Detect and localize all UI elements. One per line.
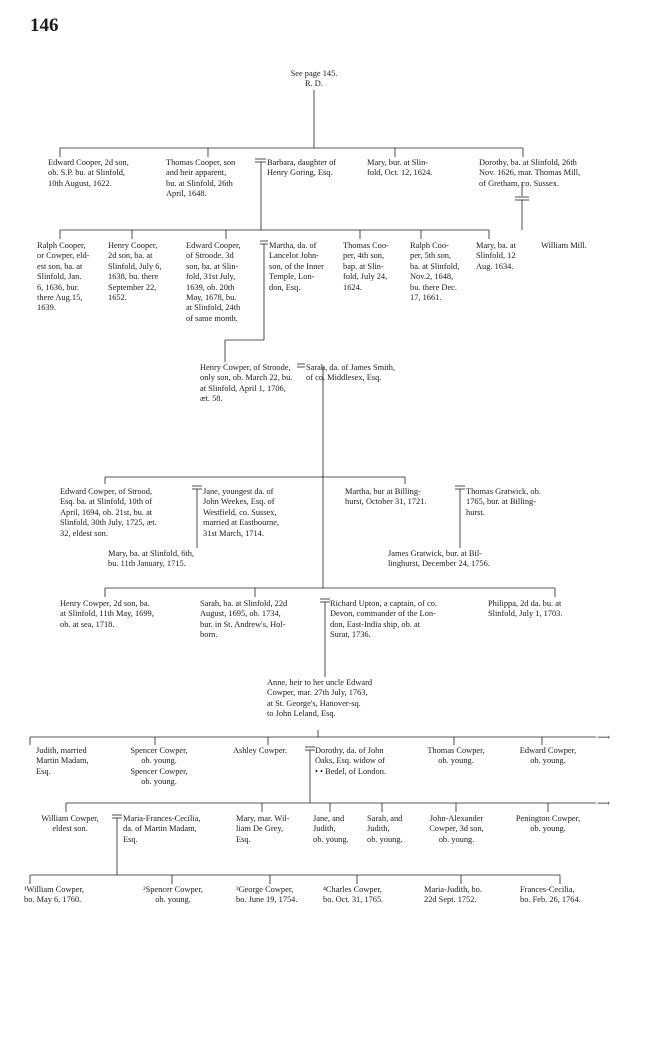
- entry-maria-frances-cecilia: Maria-Frances-Cecilia, da. of Martin Madam, Esq.: [123, 814, 201, 844]
- entry-jane-weekes: Jane, youngest da. of John Weekes, Esq. of Westfield, co. Sussex, married at Eastbourne, 31st March, 1714.: [203, 487, 280, 538]
- entry-martha-johnson: Martha, da. of Lancelot John- son, of the Inner Temple, Lon- don, Esq.: [269, 241, 324, 292]
- entry-martha-billinghurst: Martha, bur at Billing- hurst, October 31, 1721.: [345, 487, 427, 507]
- entry-sarah-1695: Sarah, ba. at Slinfold, 22d August, 1695, ob. 1734, bur. in St. Andrew's, Hol- born.: [200, 599, 288, 640]
- entry-richard-upton: Richard Upton, a captain, of co. Devon, commander of the Lon- don, East-India ship, ob. at Surat, 1736.: [330, 599, 437, 640]
- page-number: 146: [30, 15, 59, 36]
- entry-mary-de-grey: Mary, mar. Wil- liam De Grey, Esq.: [236, 814, 290, 844]
- entry-william-mill: William Mill.: [541, 241, 587, 250]
- entry-dorothy-1626: Dorothy, ba. at Slinfold, 26th Nov. 1626, mar. Thomas Mill, of Gretham, co. Sussex.: [479, 158, 581, 188]
- entry-thomas-cooper: Thomas Cooper, son and heir apparent, bu. at Slinfold, 26th April, 1648.: [166, 158, 236, 199]
- entry-ashley-cowper: Ashley Cowper.: [233, 746, 287, 755]
- entry-james-gratwick: James Gratwick, bur. at Bil- linghurst, December 24, 1756.: [388, 549, 490, 569]
- entry-penington-cowper: Penington Cowper, ob. young.: [515, 814, 581, 834]
- continuation-arrow-icon: ⟶: [597, 798, 610, 808]
- entry-henry-cowper-2d: Henry Cowper, 2d son, ba. at Slinfold, 11th May, 1699, ob. at sea, 1718.: [60, 599, 154, 629]
- entry-mary-1715: Mary, ba. at Slinfold, 6th, bu. 11th January, 1715.: [108, 549, 194, 569]
- entry-ralph-cooper: Ralph Cooper, or Cowper, eld- est son, ba. at Slinfold, Jan. 6, 1636, bur. there Aug.15, 1639.: [37, 241, 90, 313]
- entry-spencer-cowper: Spencer Cowper, ob. young. Spencer Cowper, ob. young.: [130, 746, 188, 787]
- entry-barbara-goring: Barbara, daughter of Henry Goring, Esq.: [267, 158, 337, 178]
- entry-spencer-cowper-young: ²Spencer Cowper, ob. young.: [143, 885, 203, 905]
- entry-sarah-judith: Sarah, and Judith, ob. young.: [367, 814, 403, 844]
- entry-frances-cecilia-1764: Frances-Cecilia, bo. Feb. 26, 1764.: [520, 885, 581, 905]
- entry-edward-cooper-2d: Edward Cooper, 2d son, ob. S.P. bu. at Slinfold, 10th August, 1622.: [48, 158, 129, 188]
- entry-henry-cowper-stroode: Henry Cowper, of Stroode, only son, ob. March 22, bu. at Slinfold, April 1, 1706, æt. 58.: [200, 363, 293, 404]
- entry-anne-leland: Anne, heir to her uncle Edward Cowper, mar. 27th July, 1763, at St. George's, Hanover-sq. to John Leland, Esq.: [267, 678, 373, 719]
- entry-henry-cooper: Henry Cooper, 2d son, ba. at Slinfold, July 6, 1638, bu. there September 22, 1652.: [108, 241, 162, 303]
- entry-edward-cowper-strood: Edward Cowper, of Strood, Esq. ba. at Slinfold, 10th of April, 1694, ob. 21st, bu. at Slinfold, 30th July, 1725, æt. 32, eldest son.: [60, 487, 157, 538]
- entry-ralph-cooper-5th: Ralph Coo- per, 5th son, ba. at Slinfold, Nov.2, 1648, bu. there Dec. 17, 1661.: [410, 241, 460, 303]
- entry-sarah-smith: Sarah, da. of James Smith, of co. Middlesex, Esq.: [306, 363, 396, 383]
- entry-mary-1624: Mary, bur. at Slin- fold, Oct. 12, 1624.: [367, 158, 433, 178]
- entry-thomas-cooper-4th: Thomas Coo- per, 4th son, bap. at Slin- fold, July 24, 1624.: [343, 241, 389, 292]
- entry-judith-madam: Judith, married Martin Madam, Esq.: [36, 746, 89, 776]
- entry-jane-judith: Jane, and Judith, ob. young.: [313, 814, 349, 844]
- entry-mary-1634: Mary, ba. at Slinfold, 12 Aug. 1634.: [476, 241, 516, 271]
- entry-maria-judith-1752: Maria-Judith, bo. 22d Sept. 1752.: [424, 885, 482, 905]
- entry-thomas-cowper-young: Thomas Cowper, ob. young.: [427, 746, 485, 766]
- header-reference: See page 145. R. D.: [290, 69, 338, 89]
- continuation-arrow-icon: ⟶: [597, 732, 610, 742]
- entry-edward-cooper-stroode: Edward Cooper, of Stroode, 3d son, ba. at Slin- fold, 31st July, 1639, ob. 20th May, 1678, bu. at Slinfold, 24th of same month.: [186, 241, 241, 323]
- entry-george-cowper-1754: ³George Cowper, bo. June 19, 1754.: [236, 885, 298, 905]
- entry-edward-cowper-young: Edward Cowper, ob. young.: [519, 746, 577, 766]
- entry-thomas-gratwick: Thomas Gratwick, ob. 1765, bur. at Billing- hurst.: [466, 487, 541, 517]
- entry-william-cowper-eldest: William Cowper, eldest son.: [41, 814, 99, 834]
- entry-charles-cowper-1765: ⁴Charles Cowper, bo. Oct. 31, 1765.: [323, 885, 384, 905]
- entry-john-alexander: John-Alexander Cowper, 3d son, ob. young.: [429, 814, 484, 844]
- entry-philippa: Philippa, 2d da. bu. at Slinfold, July 1, 1703.: [488, 599, 563, 619]
- entry-dorothy-oaks: Dorothy, da. of John Oaks, Esq. widow of • • Bedel, of London.: [315, 746, 386, 776]
- entry-william-cowper-1760: ¹William Cowper, bo. May 6, 1760.: [24, 885, 84, 905]
